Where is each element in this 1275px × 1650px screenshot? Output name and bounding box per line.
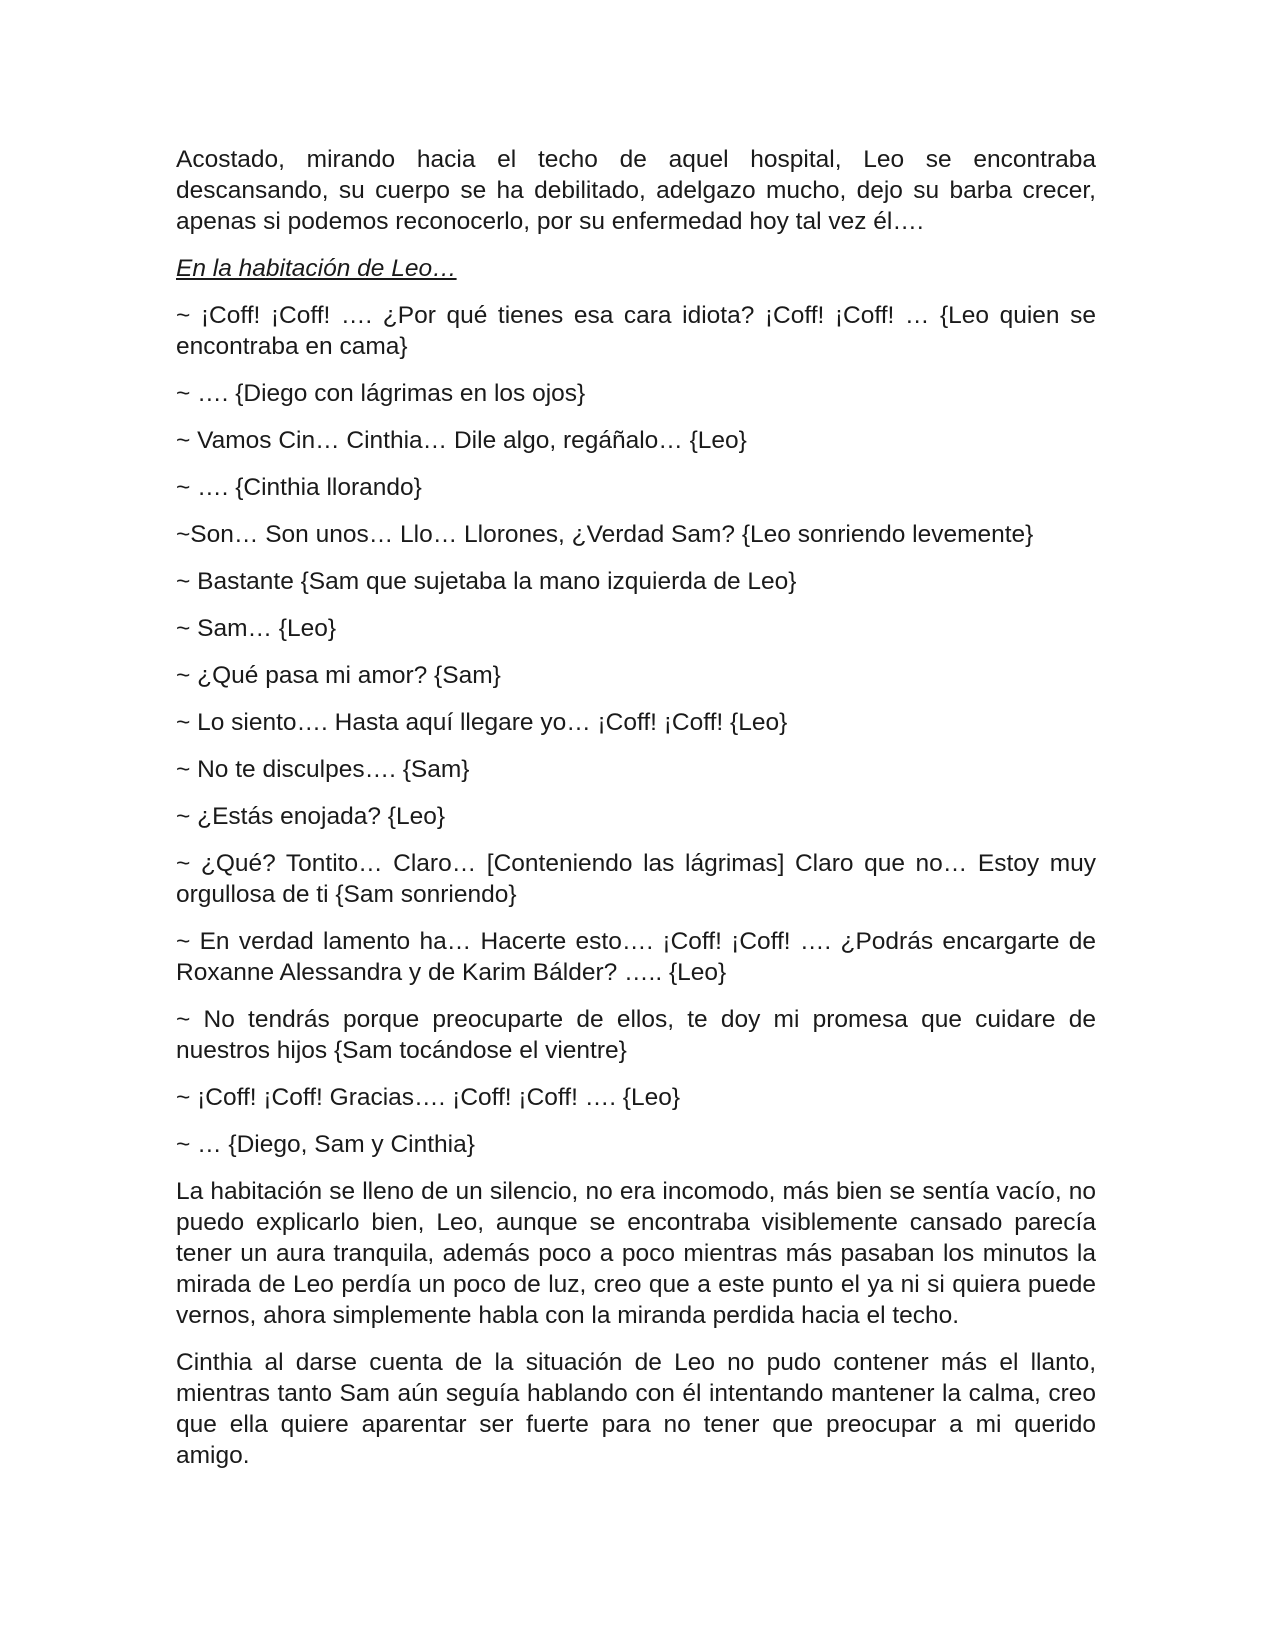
dialogue-line: ~ No te disculpes…. {Sam} xyxy=(176,756,470,783)
dialogue-line: ~ ¿Estás enojada? {Leo} xyxy=(176,803,446,830)
narration-paragraph: Cinthia al darse cuenta de la situación de Leo no pudo contener más el llanto, mientras tanto Sam aún seguía hablando con él intentando mantener la calma, creo que ella quiere aparentar ser fuerte para no tener que preocupar a mi querido amigo. xyxy=(176,1349,1096,1469)
dialogue-line: ~ ¡Coff! ¡Coff! …. ¿Por qué tienes esa cara idiota? ¡Coff! ¡Coff! … {Leo quien se encontraba en cama} xyxy=(176,302,1096,360)
dialogue-line: ~ ¿Qué pasa mi amor? {Sam} xyxy=(176,662,501,689)
dialogue-line: ~ Sam… {Leo} xyxy=(176,615,337,642)
dialogue-line: ~ ¿Qué? Tontito… Claro… [Conteniendo las lágrimas] Claro que no… Estoy muy orgullosa de ti {Sam sonriendo} xyxy=(176,850,1096,908)
document-body xyxy=(176,144,1096,1487)
dialogue-line: ~ En verdad lamento ha… Hacerte esto…. ¡Coff! ¡Coff! …. ¿Podrás encargarte de Roxanne Alessandra y de Karim Bálder? ….. {Leo} xyxy=(176,928,1096,986)
dialogue-line: ~ …. {Cinthia llorando} xyxy=(176,474,422,501)
dialogue-line: ~ …. {Diego con lágrimas en los ojos} xyxy=(176,380,586,407)
intro-paragraph: Acostado, mirando hacia el techo de aquel hospital, Leo se encontraba descansando, su cuerpo se ha debilitado, adelgazo mucho, dejo su barba crecer, apenas si podemos reconocerlo, por su enfermedad hoy tal vez él…. xyxy=(176,146,1096,235)
dialogue-line: ~ Vamos Cin… Cinthia… Dile algo, regáñalo… {Leo} xyxy=(176,427,747,454)
dialogue-line: ~ No tendrás porque preocuparte de ellos, te doy mi promesa que cuidare de nuestros hijos {Sam tocándose el vientre} xyxy=(176,1006,1096,1064)
narration-paragraph: La habitación se lleno de un silencio, no era incomodo, más bien se sentía vacío, no puedo explicarlo bien, Leo, aunque se encontraba visiblemente cansado parecía tener un aura tranquila, además poco a poco mientras más pasaban los minutos la mirada de Leo perdía un poco de luz, creo que a este punto el ya ni si quiera puede vernos, ahora simplemente habla con la miranda perdida hacia el techo. xyxy=(176,1178,1096,1329)
dialogue-line: ~ Bastante {Sam que sujetaba la mano izquierda de Leo} xyxy=(176,568,797,595)
scene-heading: En la habitación de Leo… xyxy=(176,255,457,282)
dialogue-line: ~ Lo siento…. Hasta aquí llegare yo… ¡Coff! ¡Coff! {Leo} xyxy=(176,709,788,736)
dialogue-line: ~ ¡Coff! ¡Coff! Gracias…. ¡Coff! ¡Coff! …. {Leo} xyxy=(176,1084,681,1111)
dialogue-line: ~ … {Diego, Sam y Cinthia} xyxy=(176,1131,475,1158)
dialogue-line: ~Son… Son unos… Llo… Llorones, ¿Verdad Sam? {Leo sonriendo levemente} xyxy=(176,521,1034,548)
